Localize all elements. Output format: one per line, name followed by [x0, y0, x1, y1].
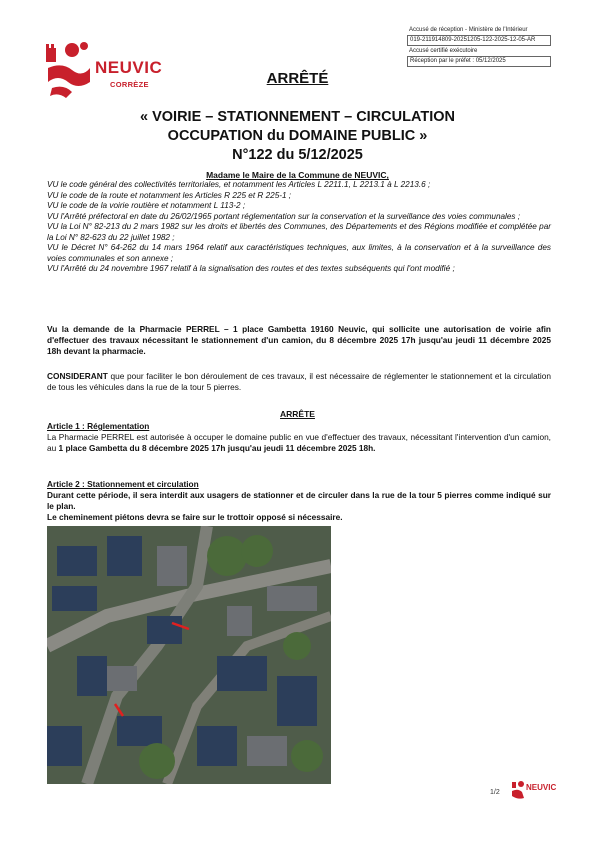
commune-logo — [42, 38, 172, 100]
vu-clause: VU l'Arrêté préfectoral en date du 26/02/1965 portant réglementation sur la conservation et la surveillance des voies communales ; — [47, 211, 521, 221]
article-2-text-1: Durant cette période, il sera interdit aux usagers de stationner et de circuler dans la rue de la tour 5 pierres comme indiqué sur le plan. — [47, 490, 551, 511]
legal-references — [47, 180, 551, 275]
neuvic-emblem-icon — [42, 38, 94, 100]
vu-clause: VU le code de la voirie routière et notamment L 113-2 ; — [47, 201, 246, 210]
aerial-map-image — [47, 526, 331, 784]
document-main-title — [0, 108, 595, 165]
logo-subtitle: CORRÈZE — [110, 80, 149, 89]
neuvic-emblem-icon — [510, 778, 526, 802]
request-text: Vu la demande de la Pharmacie PERREL – 1 place Gambetta 19160 Neuvic, qui sollicite une autorisation de voirie afin d'effectuer des travaux nécessitant le stationnement d'un camion, du 8 décembre 2025 17h jusqu'au jeudi 11 décembre 2025 18h devant la pharmacie. — [47, 324, 551, 356]
vu-clause: VU le code général des collectivités territoriales, et notamment les Articles L 2211.1, L 2213.1 à L 2213.6 ; — [47, 180, 431, 189]
article-2-text-2: Le cheminement piétons devra se faire sur le trottoir opposé si nécessaire. — [47, 512, 343, 522]
footer-logo — [510, 778, 557, 802]
stamp-line-1: Accusé de réception - Ministère de l'Intérieur — [409, 27, 528, 33]
article-2-title: Article 2 : Stationnement et circulation — [47, 479, 199, 489]
title-line-3: N°122 du 5/12/2025 — [232, 147, 363, 163]
vu-clause: VU l'Arrêté du 24 novembre 1967 relatif à la signalisation des routes et des textes subséquents qui l'ont modifié ; — [47, 264, 455, 273]
article-1-title: Article 1 : Réglementation — [47, 421, 150, 431]
reception-stamp — [407, 26, 551, 68]
vu-clause: VU le Décret N° 64-262 du 14 mars 1964 relatif aux caractéristiques techniques, aux limites, à la conservation et à la surveillance des voies communales et son annexe ; — [47, 243, 551, 263]
article-1-text: La Pharmacie PERREL est autorisée à occuper le domaine public en vue d'effectuer des travaux, nécessitant l'intervention d'un camion, au — [47, 432, 551, 453]
article-1 — [47, 421, 551, 454]
request-paragraph — [47, 324, 551, 357]
considerant-lead: CONSIDERANT — [47, 371, 108, 381]
stamp-line-2: 019-211914809-20251205-122-2025-12-05-AR — [407, 35, 551, 46]
considerant-text: que pour faciliter le bon déroulement de ces travaux, il est nécessaire de réglementer le stationnement et la circulation de tous les véhicules dans la rue de la tour 5 pierres. — [47, 371, 551, 392]
title-line-1: « VOIRIE – STATIONNEMENT – CIRCULATION — [140, 109, 455, 125]
page-number: 1/2 — [490, 789, 500, 796]
logo-name: NEUVIC — [95, 58, 163, 77]
mayor-heading: Madame le Maire de la Commune de NEUVIC, — [206, 170, 389, 180]
considerant-paragraph — [47, 371, 551, 393]
stamp-line-3: Accusé certifié exécutoire — [409, 48, 478, 54]
footer-logo-name: NEUVIC — [526, 783, 557, 792]
arrete-heading: ARRÊTE — [280, 409, 315, 419]
article-1-dates: 1 place Gambetta du 8 décembre 2025 17h jusqu'au jeudi 11 décembre 2025 18h. — [58, 443, 376, 453]
article-2 — [47, 479, 551, 523]
document-type-title: ARRÊTÉ — [266, 70, 329, 87]
title-line-2: OCCUPATION du DOMAINE PUBLIC » — [167, 128, 428, 144]
vu-clause: VU le code de la route et notamment les Articles R 225 et R 225-1 ; — [47, 190, 292, 200]
stamp-line-4: Réception par le préfet : 05/12/2025 — [407, 56, 551, 67]
vu-clause: VU la Loi N° 82-213 du 2 mars 1982 sur les droits et libertés des Communes, des Départements et des Régions modifiée et complétée par la Loi N° 82-623 du 22 juillet 1982 ; — [47, 222, 551, 242]
